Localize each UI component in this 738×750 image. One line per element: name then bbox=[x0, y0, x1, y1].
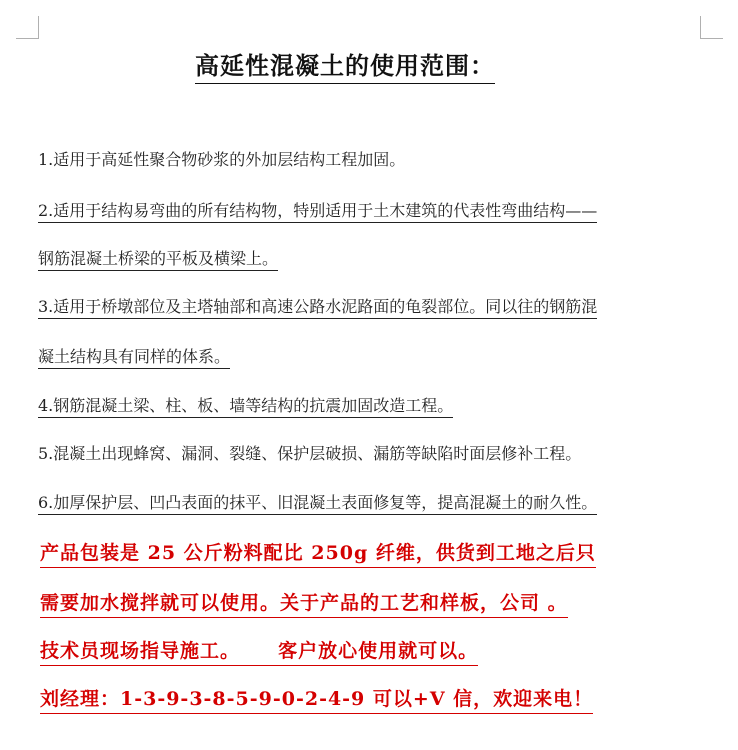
notice-line-2: 需要加水搅拌就可以使用。关于产品的工艺和样板，公司 。 bbox=[40, 588, 568, 615]
list-item-3-cont: 凝土结构具有同样的体系。 bbox=[38, 344, 230, 367]
list-item-3: 3.适用于桥墩部位及主塔轴部和高速公路水泥路面的龟裂部位。同以往的钢筋混 bbox=[38, 294, 597, 317]
notice-line-3: 技术员现场指导施工。 客户放心使用就可以。 bbox=[40, 636, 478, 663]
list-item-2-cont: 钢筋混凝土桥梁的平板及横梁上。 bbox=[38, 246, 278, 269]
list-item-1: 1.适用于高延性聚合物砂浆的外加层结构工程加固。 bbox=[38, 150, 406, 169]
notice-line-1: 产品包装是 25 公斤粉料配比 250g 纤维，供货到工地之后只 bbox=[40, 538, 596, 565]
list-item-2: 2.适用于结构易弯曲的所有结构物，特别适用于土木建筑的代表性弯曲结构—— bbox=[38, 198, 597, 221]
contact-line: 刘经理：1-3-9-3-8-5-9-0-2-4-9 可以+V 信，欢迎来电！ bbox=[40, 684, 593, 711]
page-corner-mark-top-left bbox=[16, 16, 39, 39]
list-item-5: 5.混凝土出现蜂窝、漏洞、裂缝、保护层破损、漏筋等缺陷时面层修补工程。 bbox=[38, 444, 582, 463]
list-item-4: 4.钢筋混凝土梁、柱、板、墙等结构的抗震加固改造工程。 bbox=[38, 393, 453, 416]
document-title: 高延性混凝土的使用范围： bbox=[195, 46, 495, 84]
list-item-6: 6.加厚保护层、凹凸表面的抹平、旧混凝土表面修复等，提高混凝土的耐久性。 bbox=[38, 490, 597, 513]
page-corner-mark-top-right bbox=[700, 16, 723, 39]
